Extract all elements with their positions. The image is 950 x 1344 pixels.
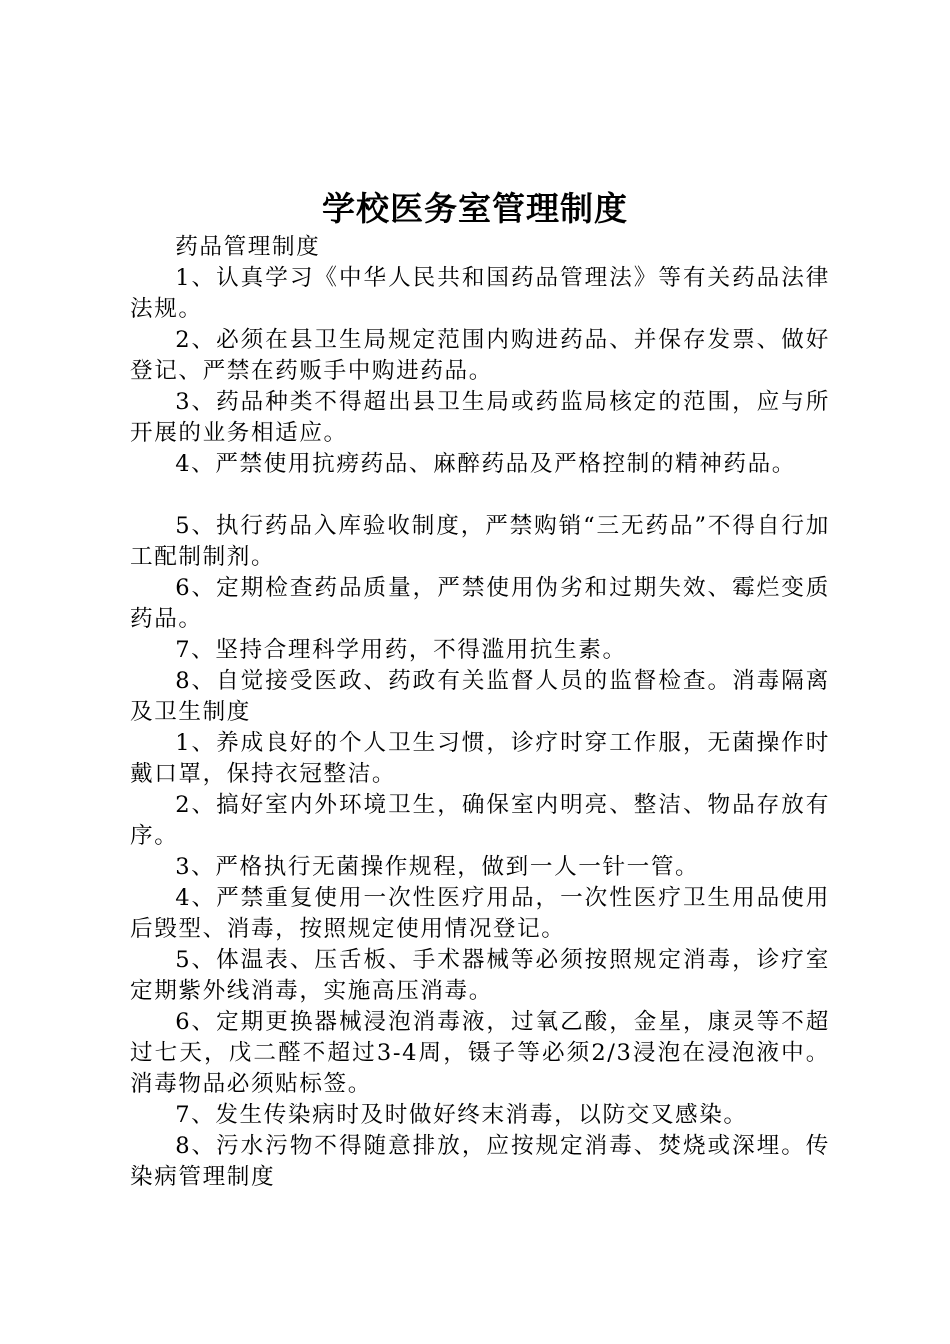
paragraph: 4、严禁重复使用一次性医疗用品，一次性医疗卫生用品使用后毁型、消毒，按照规定使用情况登记。 bbox=[130, 885, 830, 942]
paragraph: 5、执行药品入库验收制度，严禁购销“三无药品”不得自行加工配制制剂。 bbox=[130, 513, 830, 570]
blank-line bbox=[130, 480, 830, 511]
paragraph: 2、搞好室内外环境卫生，确保室内明亮、整洁、物品存放有序。 bbox=[130, 792, 830, 849]
paragraph: 3、严格执行无菌操作规程，做到一人一针一管。 bbox=[175, 854, 700, 880]
paragraph: 2、必须在县卫生局规定范围内购进药品、并保存发票、做好登记、严禁在药贩手中购进药品。 bbox=[130, 327, 830, 384]
paragraph: 8、污水污物不得随意排放，应按规定消毒、焚烧或深埋。传染病管理制度 bbox=[130, 1133, 830, 1190]
section-heading-drug-management: 药品管理制度 bbox=[175, 234, 321, 260]
paragraph: 5、体温表、压舌板、手术器械等必须按照规定消毒，诊疗室定期紫外线消毒，实施高压消毒。 bbox=[130, 947, 830, 1004]
paragraph: 1、认真学习《中华人民共和国药品管理法》等有关药品法律法规。 bbox=[130, 265, 830, 322]
paragraph: 8、自觉接受医政、药政有关监督人员的监督检查。消毒隔离及卫生制度 bbox=[130, 668, 830, 725]
paragraph: 7、发生传染病时及时做好终末消毒，以防交叉感染。 bbox=[175, 1102, 748, 1128]
document-title: 学校医务室管理制度 bbox=[322, 189, 628, 228]
paragraph: 6、定期检查药品质量，严禁使用伪劣和过期失效、霉烂变质药品。 bbox=[130, 575, 830, 632]
document-body bbox=[130, 232, 830, 1193]
paragraph: 1、养成良好的个人卫生习惯，诊疗时穿工作服，无菌操作时戴口罩，保持衣冠整洁。 bbox=[130, 730, 830, 787]
paragraph: 4、严禁使用抗痨药品、麻醉药品及严格控制的精神药品。 bbox=[175, 451, 797, 477]
paragraph: 6、定期更换器械浸泡消毒液，过氧乙酸，金星，康灵等不超过七天，戊二醛不超过3-4周，镊子等必须2/3浸泡在浸泡液中。消毒物品必须贴标签。 bbox=[130, 1009, 830, 1097]
paragraph: 3、药品种类不得超出县卫生局或药监局核定的范围，应与所开展的业务相适应。 bbox=[130, 389, 830, 446]
paragraph: 7、坚持合理科学用药，不得滥用抗生素。 bbox=[175, 637, 627, 663]
